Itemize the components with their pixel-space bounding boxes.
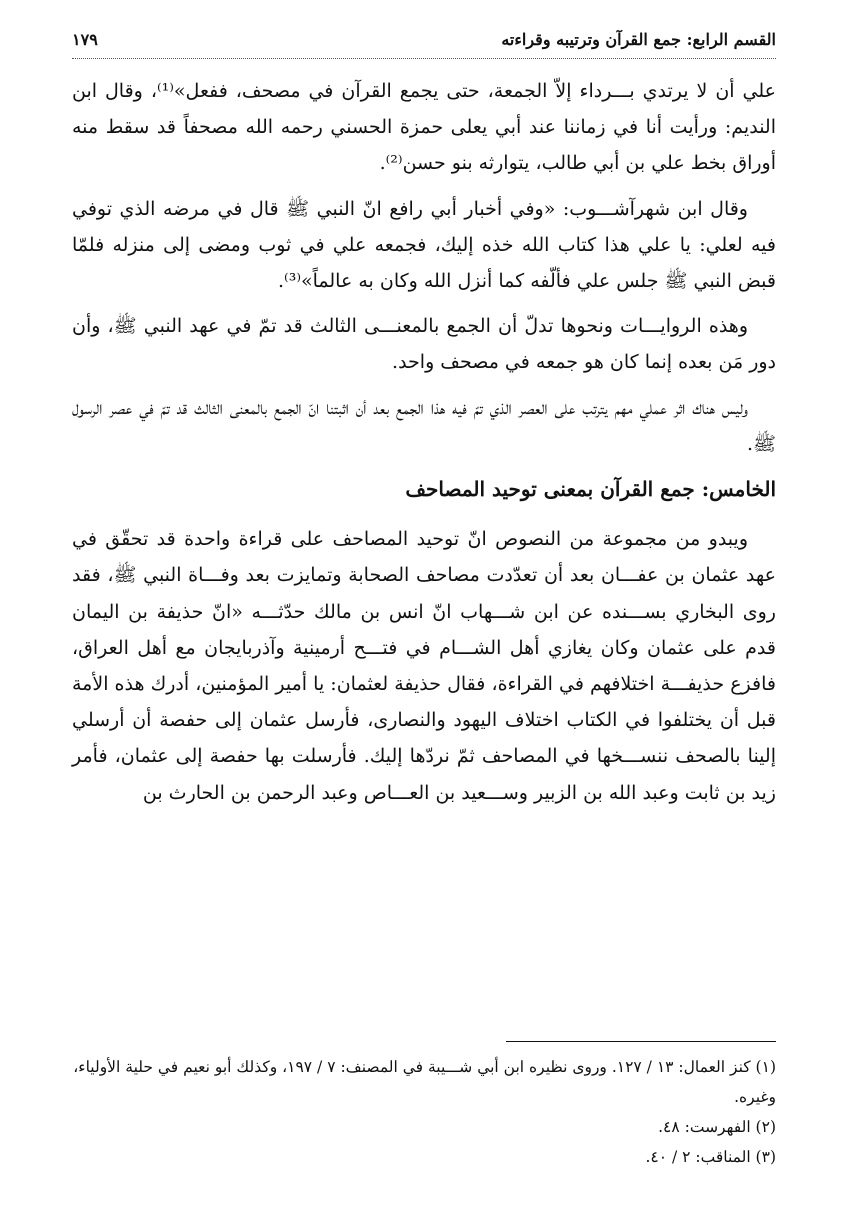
paragraph: علي أن لا يرتدي بـــرداء إلاّ الجمعة، حتى يجمع القرآن في مصحف، ففعل»⁽¹⁾، وقال ابن النديم: ورأيت أنا في زماننا عند أبي يعلى حمزة الحسني رحمه الله مصحفاً قد سقط منه أوراق بخط علي بن أبي طالب، يتوارثه بنو حسن⁽²⁾. (72, 80, 776, 175)
page-number: ١٧٩ (72, 30, 98, 49)
book-page (72, 30, 776, 1200)
section-title: جمع القرآن بمعنى توحيد المصاحف (405, 477, 695, 502)
section-heading (72, 471, 776, 507)
paragraph: ويبدو من مجموعة من النصوص انّ توحيد المصاحف على قراءة واحدة قد تحقّق في عهد عثمان بن عفـــان بعد أن تعدّدت مصاحف الصحابة وتمايزت بعد وفـــاة النبي ﷺ، فقد روى البخاري بســـنده عن ابن شـــهاب انّ انس بن مالك حدّثـــه «انّ حذيفة بن اليمان قدم على عثمان وكان يغازي أهل الشـــام في فتـــح أرمينية وآذربايجان مع أهل العراق، فافزع حذيفـــة اختلافهم في القراءة، فقال حذيفة لعثمان: يا أمير المؤمنين، أدرك هذه الأمة قبل أن يختلفوا في الكتاب اختلاف اليهود والنصارى، فأرسل عثمان إلى حفصة أن أرسلي إلينا بالصحف ننســـخها في المصاحف ثمّ نردّها إليك. فأرسلت بها حفصة إلى عثمان، فأمر زيد بن ثابت وعبد الله بن الزبير وســـعيد بن العـــاص وعبد الرحمن بن الحارث بن (72, 528, 776, 804)
footnote-divider (506, 1041, 776, 1042)
footnote: (١) كنز العمال: ١٣ / ١٢٧. وروى نظيره ابن أبي شـــيبة في المصنف: ٧ / ١٩٧، وكذلك أبو نعيم في حلية الأولياء، وغيره. (73, 1058, 776, 1106)
footnote: (٢) الفهرست: ٤٨. (658, 1118, 776, 1136)
main-text (72, 73, 776, 811)
footnote: (٣) المناقب: ٢ / ٤٠. (645, 1148, 776, 1166)
page-header (72, 30, 776, 59)
section-number: الخامس: (701, 477, 776, 502)
footnotes (72, 1052, 776, 1172)
paragraph: وهذه الروايـــات ونحوها تدلّ أن الجمع بالمعنـــى الثالث قد تمّ في عهد النبي ﷺ، وأن دور مَن بعده إنما كان هو جمعه في مصحف واحد. (72, 315, 776, 374)
running-title: القسم الرابع: جمع القرآن وترتيبه وقراءته (501, 30, 776, 49)
paragraph: وليس هناك اثر عملي مهم يترتب على العصر الذي تمّ فيه هذا الجمع بعد أن اثبتنا انّ الجمع بالمعنى الثالث قد تمّ في عصر الرسول ﷺ. (72, 396, 776, 455)
paragraph: وقال ابن شهرآشـــوب: «وفي أخبار أبي رافع انّ النبي ﷺ قال في مرضه الذي توفي فيه لعلي: يا علي هذا كتاب الله خذه إليك، فجمعه علي في ثوب ومضى إلى منزله فلمّا قبض النبي ﷺ جلس علي فألّفه كما أنزل الله وكان به عالماً»⁽³⁾. (72, 197, 776, 293)
